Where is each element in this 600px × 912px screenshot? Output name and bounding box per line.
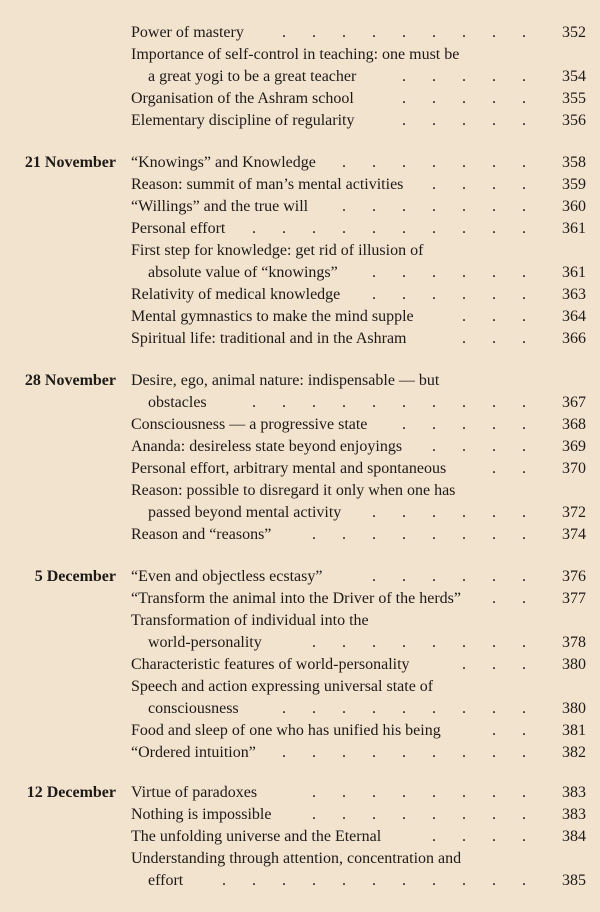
leader-dots: . . . . . . . . [312, 806, 526, 823]
toc-entry [0, 174, 600, 196]
toc-entry-title: Reason: possible to disregard it only when one has [131, 482, 456, 499]
toc-page-number: 369 [562, 438, 586, 455]
toc-entry-title: Organisation of the Ashram school [131, 90, 354, 107]
leader-dots: . . . . . . [372, 286, 526, 303]
toc-entry-title: Nothing is impossible [131, 806, 272, 823]
toc-entry [0, 654, 600, 676]
toc-entry-line [0, 284, 600, 306]
leader-dots: . . . [462, 308, 526, 325]
leader-dots: . . . [462, 330, 526, 347]
leader-dots: . . . . . . . [342, 154, 526, 171]
toc-entry-title: Importance of self-control in teaching: one must be [131, 46, 460, 63]
toc-entry-title: Ananda: desireless state beyond enjoyings [131, 438, 403, 455]
toc-entry-title: “Even and objectless ecstasy” [131, 568, 323, 585]
toc-page-number: 384 [562, 828, 586, 845]
toc-entry-title: Reason: summit of man’s mental activities [131, 176, 404, 193]
toc-entry-title: “Willings” and the true will [131, 198, 309, 215]
toc-entry-title: Relativity of medical knowledge [131, 286, 341, 303]
toc-date-heading: 5 December [34, 568, 116, 585]
toc-page-number: 360 [562, 198, 586, 215]
leader-dots: . . . . . . . . [312, 784, 526, 801]
toc-page-number: 366 [562, 330, 586, 347]
toc-entry-title: absolute value of “knowings” [148, 264, 338, 281]
toc-page-number: 380 [562, 700, 586, 717]
toc-entry-line [0, 502, 600, 524]
toc-entry [0, 524, 600, 546]
leader-dots: . . . . . . . . [312, 634, 526, 651]
toc-entry-line [0, 218, 600, 240]
toc-entry [0, 88, 600, 110]
toc-entry-title: world-personality [148, 634, 262, 651]
toc-entry-title: Characteristic features of world-personality [131, 656, 410, 673]
leader-dots: . . . . . . . . . . [252, 394, 526, 411]
toc-page-number: 363 [562, 286, 586, 303]
toc-entry-line [0, 44, 600, 66]
toc-entry-line [0, 66, 600, 88]
toc-entry-title: Food and sleep of one who has unified his being [131, 722, 441, 739]
toc-page-number: 358 [562, 154, 586, 171]
leader-dots: . . . . . . . [342, 198, 526, 215]
toc-page-number: 361 [562, 220, 586, 237]
toc-entry-title: Personal effort [131, 220, 226, 237]
toc-entry [0, 676, 600, 720]
toc-page-number: 352 [562, 24, 586, 41]
toc-entry-title: Understanding through attention, concentration and [131, 850, 462, 867]
toc-entry [0, 110, 600, 132]
toc-entry [0, 44, 600, 88]
toc-page-number: 372 [562, 504, 586, 521]
toc-entry [0, 370, 600, 414]
toc-entry-line [0, 654, 600, 676]
toc-entry-title: “Ordered intuition” [131, 744, 256, 761]
toc-page-number: 381 [562, 722, 586, 739]
toc-entry-line [0, 174, 600, 196]
toc-entry-title: The unfolding universe and the Eternal [131, 828, 382, 845]
toc-entry [0, 480, 600, 524]
toc-entry-line [0, 436, 600, 458]
toc-entry-title: Spiritual life: traditional and in the Ashram [131, 330, 407, 347]
toc-entry-line [0, 88, 600, 110]
toc-page-number: 385 [562, 872, 586, 889]
toc-page-number: 376 [562, 568, 586, 585]
leader-dots: . . . . . . . . . . . [222, 872, 526, 889]
toc-entry [0, 458, 600, 480]
toc-entry-title: Elementary discipline of regularity [131, 112, 355, 129]
leader-dots: . . . . . . . . . . [252, 220, 526, 237]
toc-page-number: 359 [562, 176, 586, 193]
toc-entry-line [0, 458, 600, 480]
toc-entry [0, 566, 600, 588]
toc-entry-title: Desire, ego, animal nature: indispensable — but [131, 372, 440, 389]
toc-section [0, 22, 600, 132]
toc-date-heading: 28 November [24, 372, 116, 389]
toc-entry-title: Virtue of paradoxes [131, 784, 258, 801]
toc-entry-title: Speech and action expressing universal state of [131, 678, 434, 695]
toc-page-number: 377 [562, 590, 586, 607]
toc-entry-line [0, 414, 600, 436]
toc-date-heading: 12 December [26, 784, 116, 801]
leader-dots: . . . . . [402, 416, 526, 433]
toc-entry-line [0, 240, 600, 262]
leader-dots: . . . [462, 656, 526, 673]
toc-entry-title: consciousness [148, 700, 239, 717]
toc-entry-title: Transformation of individual into the [131, 612, 369, 629]
toc-entry-line [0, 306, 600, 328]
toc-page-number: 370 [562, 460, 586, 477]
leader-dots: . . . . . . [372, 264, 526, 281]
toc-entry [0, 610, 600, 654]
toc-page-number: 354 [562, 68, 586, 85]
toc-entry-line [0, 566, 600, 588]
toc-entry [0, 436, 600, 458]
toc-entry [0, 848, 600, 892]
toc-page-number: 355 [562, 90, 586, 107]
leader-dots: . . . . . . . . [312, 526, 526, 543]
toc-entry-line [0, 870, 600, 892]
toc-entry-line [0, 720, 600, 742]
toc-entry-title: a great yogi to be a great teacher [148, 68, 357, 85]
toc-entry-line [0, 110, 600, 132]
toc-entry [0, 284, 600, 306]
toc-entry-line [0, 826, 600, 848]
toc-entry-title: “Transform the animal into the Driver of the herds” [131, 590, 461, 607]
toc-entry [0, 240, 600, 284]
toc-entry-title: effort [148, 872, 184, 889]
toc-entry-line [0, 22, 600, 44]
toc-entry-title: passed beyond mental activity [148, 504, 342, 521]
toc-entry-line [0, 782, 600, 804]
toc-section [0, 152, 600, 350]
leader-dots: . . [492, 460, 526, 477]
toc-entry-line [0, 196, 600, 218]
toc-entry [0, 804, 600, 826]
toc-entry [0, 196, 600, 218]
toc-entry-line [0, 152, 600, 174]
toc-entry [0, 826, 600, 848]
toc-page-number: 383 [562, 784, 586, 801]
leader-dots: . . . . . . . . . [282, 744, 526, 761]
toc-entry-line [0, 370, 600, 392]
toc-entry-line [0, 698, 600, 720]
toc-entry [0, 588, 600, 610]
toc-entry-title: First step for knowledge: get rid of illusion of [131, 242, 424, 259]
toc-section [0, 782, 600, 892]
leader-dots: . . [492, 590, 526, 607]
toc-section [0, 566, 600, 764]
toc-page-number: 361 [562, 264, 586, 281]
toc-entry-line [0, 742, 600, 764]
toc-page-number: 364 [562, 308, 586, 325]
toc-entry-title: Reason and “reasons” [131, 526, 272, 543]
toc-entry-line [0, 524, 600, 546]
toc-entry [0, 22, 600, 44]
toc-entry-line [0, 804, 600, 826]
leader-dots: . . . . . [402, 112, 526, 129]
toc-entry [0, 414, 600, 436]
toc-entry-title: Personal effort, arbitrary mental and spontaneous [131, 460, 447, 477]
toc-entry-title: “Knowings” and Knowledge [131, 154, 316, 171]
toc-entry-line [0, 328, 600, 350]
toc-entry [0, 218, 600, 240]
toc-page-number: 368 [562, 416, 586, 433]
leader-dots: . . . . . . [372, 504, 526, 521]
toc-entry-line [0, 480, 600, 502]
toc-entry [0, 720, 600, 742]
leader-dots: . . . . [432, 438, 526, 455]
leader-dots: . . . . . . . . . [282, 700, 526, 717]
toc-entry-title: Mental gymnastics to make the mind supple [131, 308, 414, 325]
toc-entry [0, 152, 600, 174]
toc-page-number: 374 [562, 526, 586, 543]
leader-dots: . . . . . [402, 68, 526, 85]
leader-dots: . . . . [432, 828, 526, 845]
toc-entry-line [0, 262, 600, 284]
toc-entry [0, 742, 600, 764]
toc-page-number: 382 [562, 744, 586, 761]
toc-section [0, 370, 600, 546]
toc-entry-line [0, 676, 600, 698]
toc-entry-title: obstacles [148, 394, 207, 411]
leader-dots: . . . . . . [372, 568, 526, 585]
leader-dots: . . . . [432, 176, 526, 193]
toc-page-number: 378 [562, 634, 586, 651]
toc-entry [0, 782, 600, 804]
toc-entry-line [0, 588, 600, 610]
toc-entry-line [0, 392, 600, 414]
leader-dots: . . [492, 722, 526, 739]
toc-page-number: 383 [562, 806, 586, 823]
toc-entry-title: Consciousness — a progressive state [131, 416, 368, 433]
toc-page-number: 367 [562, 394, 586, 411]
toc-entry [0, 306, 600, 328]
toc-entry-line [0, 610, 600, 632]
toc-page-number: 380 [562, 656, 586, 673]
toc-page-number: 356 [562, 112, 586, 129]
toc-entry-line [0, 632, 600, 654]
toc-entry [0, 328, 600, 350]
toc-entry-title: Power of mastery [131, 24, 244, 41]
toc-entry-line [0, 848, 600, 870]
leader-dots: . . . . . . . . . [282, 24, 526, 41]
toc-date-heading: 21 November [24, 154, 116, 171]
leader-dots: . . . . . [402, 90, 526, 107]
